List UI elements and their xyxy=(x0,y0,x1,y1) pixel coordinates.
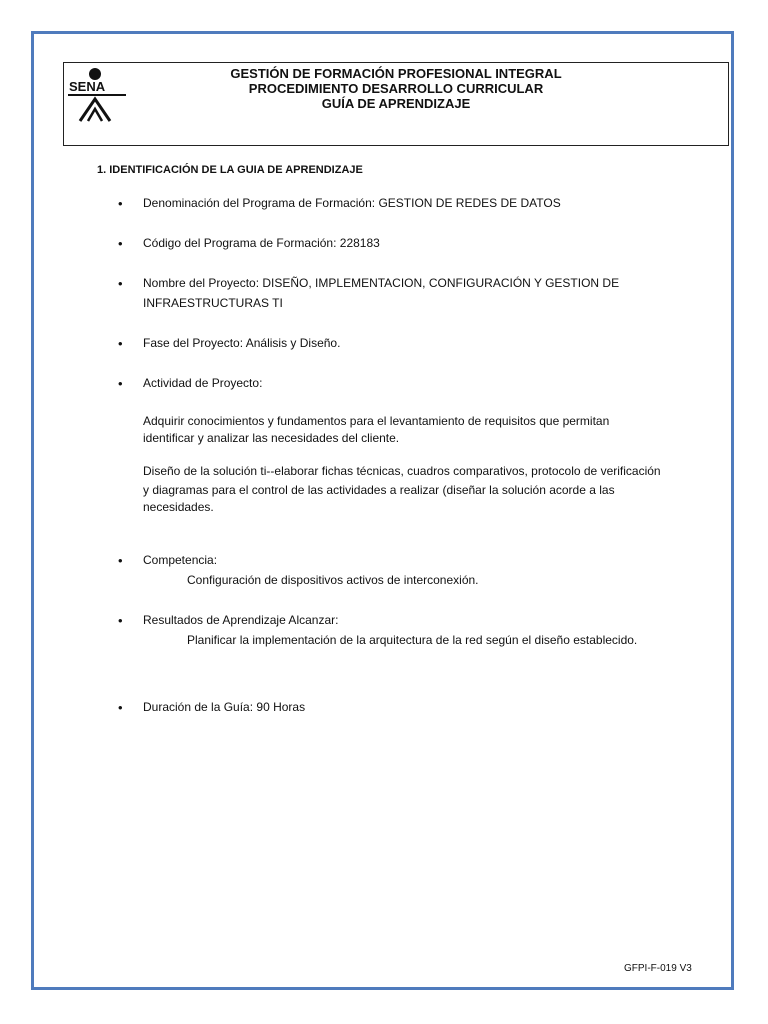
header-line-2: PROCEDIMIENTO DESARROLLO CURRICULAR xyxy=(248,81,544,96)
bullet-icon: • xyxy=(118,336,123,351)
bullet-icon: • xyxy=(118,196,123,211)
competencia-detail: Configuración de dispositivos activos de interconexión. xyxy=(187,573,479,587)
header-line-3: GUÍA DE APRENDIZAJE xyxy=(321,96,471,111)
actividad-paragraph-2-line-2: y diagramas para el control de las actividades a realizar (diseñar la solución acorde a las xyxy=(143,483,615,497)
bullet-icon: • xyxy=(118,276,123,291)
actividad-paragraph-1-line-1: Adquirir conocimientos y fundamentos para el levantamiento de requisitos que permitan xyxy=(143,414,610,428)
item-actividad: Actividad de Proyecto: xyxy=(143,376,263,390)
bullet-icon: • xyxy=(118,236,123,251)
section-title: 1. IDENTIFICACIÓN DE LA GUIA DE APRENDIZAJE xyxy=(97,164,363,176)
resultados-detail: Planificar la implementación de la arquitectura de la red según el diseño establecido. xyxy=(187,633,638,647)
bullet-icon: • xyxy=(118,613,123,628)
bullet-icon: • xyxy=(118,376,123,391)
bullet-icon: • xyxy=(118,553,123,568)
sena-logo xyxy=(68,67,128,125)
item-fase: Fase del Proyecto: Análisis y Diseño. xyxy=(143,336,341,350)
document-header xyxy=(128,66,664,111)
svg-text:SENA: SENA xyxy=(69,79,106,94)
item-resultados: Resultados de Aprendizaje Alcanzar: xyxy=(143,613,339,627)
bullet-icon: • xyxy=(118,700,123,715)
item-proyecto-line-2: INFRAESTRUCTURAS TI xyxy=(143,296,283,310)
form-code: GFPI-F-019 V3 xyxy=(624,963,692,974)
item-competencia: Competencia: xyxy=(143,553,218,567)
item-codigo: Código del Programa de Formación: 228183 xyxy=(143,236,380,250)
item-proyecto-line-1: Nombre del Proyecto: DISEÑO, IMPLEMENTACION, CONFIGURACIÓN Y GESTION DE xyxy=(143,276,620,290)
item-duracion: Duración de la Guía: 90 Horas xyxy=(143,700,306,714)
actividad-paragraph-1-line-2: identificar y analizar las necesidades del cliente. xyxy=(143,431,400,445)
item-programa: Denominación del Programa de Formación: GESTION DE REDES DE DATOS xyxy=(143,196,561,210)
actividad-paragraph-2-line-3: necesidades. xyxy=(143,500,214,514)
actividad-paragraph-2-line-1: Diseño de la solución ti--elaborar fichas técnicas, cuadros comparativos, protocolo de verificación xyxy=(143,464,661,478)
header-line-1: GESTIÓN DE FORMACIÓN PROFESIONAL INTEGRAL xyxy=(230,66,562,81)
